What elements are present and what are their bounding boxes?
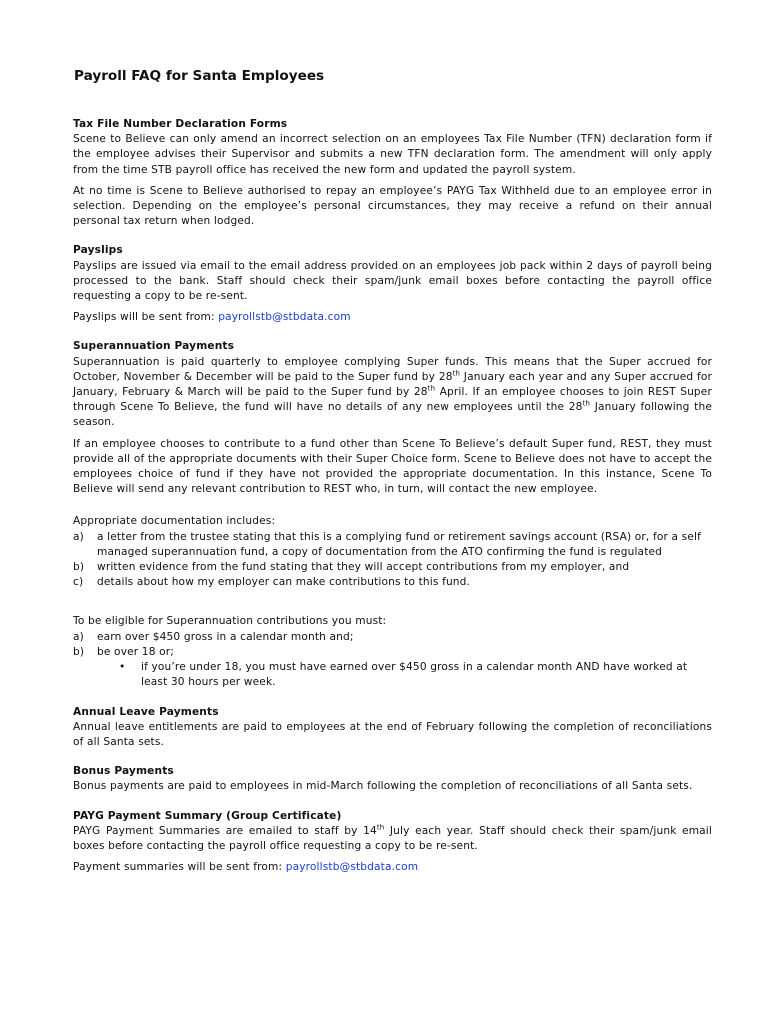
list-item [73, 530, 712, 560]
super-p1-part-a: Superannuation is paid quarterly to employee complying Super funds. This means that the Super accrued for October, November & December will be paid to the Super fund by 28 [73, 355, 712, 383]
section-payslips [73, 243, 712, 325]
section-heading-bonus: Bonus Payments [73, 765, 174, 778]
payslips-sent-from-label: Payslips will be sent from: [73, 311, 219, 324]
super-p1-part-c: April. If an employee chooses to join REST Super through Scene To Believe, the fund will have no details of any new employees until the 28 [73, 386, 712, 414]
ordinal-suffix: th [376, 823, 385, 832]
payg-email-link[interactable]: payrollstb@stbdata.com [285, 861, 419, 874]
payslips-paragraph-1: Payslips are issued via email to the email address provided on an employees job pack within 2 days of payroll being processed to the bank. Staff should check their spam/junk email boxes before contacting the payroll office requesting a copy to be re-sent. [73, 259, 712, 303]
ordinal-suffix: th [427, 384, 436, 393]
list-item-text: earn over $450 gross in a calendar month and; [97, 630, 354, 643]
section-payg [73, 809, 712, 876]
list-item-text: details about how my employer can make contributions to this fund. [97, 576, 471, 589]
list-item [73, 575, 712, 590]
list-item-text: a letter from the trustee stating that this is a complying fund or retirement savings account (RSA) or, for a self managed superannuation fund, a copy of documentation from the ATO confirming the fund is regulated [97, 530, 701, 558]
eligibility-list [73, 630, 712, 660]
list-item-text: be over 18 or; [97, 645, 174, 658]
super-paragraph-1 [73, 355, 712, 431]
section-heading-payslips: Payslips [73, 244, 123, 257]
eligibility-sub-list [73, 660, 712, 690]
list-marker: b) [73, 645, 85, 658]
list-marker: c) [73, 576, 84, 589]
bonus-paragraph: Bonus payments are paid to employees in mid-March following the completion of reconciliations of all Santa sets. [73, 780, 693, 793]
section-heading-super: Superannuation Payments [73, 340, 235, 353]
section-tfn [73, 117, 712, 229]
tfn-paragraph-1: Scene to Believe can only amend an incorrect selection on an employees Tax File Number (TFN) declaration form if the employee advises their Supervisor and submits a new TFN declaration form. The amendment will only apply from the time STB payroll office has received the new form and updated the payroll system. [73, 133, 712, 176]
payg-sent-from-label: Payment summaries will be sent from: [73, 861, 286, 874]
payg-p1-part-b: July each year. Staff should check their spam/junk email boxes before contacting the payroll office requesting a copy to be re-sent. [73, 824, 712, 852]
ordinal-suffix: th [452, 369, 461, 378]
payg-paragraph-1 [73, 824, 712, 854]
list-item-text: written evidence from the fund stating that they will accept contributions from my employer, and [97, 561, 630, 574]
list-marker: a) [73, 530, 84, 543]
section-annual-leave [73, 705, 712, 751]
docs-intro: Appropriate documentation includes: [73, 515, 276, 528]
bullet-icon: • [119, 661, 126, 674]
section-heading-annual-leave: Annual Leave Payments [73, 705, 219, 718]
payg-sent-from [73, 860, 712, 875]
list-item [73, 560, 712, 575]
list-item [73, 645, 712, 660]
eligibility-intro: To be eligible for Superannuation contributions you must: [73, 615, 387, 628]
list-item-text: if you’re under 18, you must have earned over $450 gross in a calendar month AND have worked at least 30 hours per week. [141, 661, 688, 689]
payslips-sent-from [73, 310, 712, 325]
list-marker: a) [73, 630, 84, 643]
section-super [73, 339, 712, 690]
ordinal-suffix: th [582, 399, 591, 408]
list-item [119, 660, 712, 690]
payg-p1-part-a: PAYG Payment Summaries are emailed to staff by 14 [73, 824, 377, 837]
annual-leave-paragraph: Annual leave entitlements are paid to employees at the end of February following the completion of reconciliations of all Santa sets. [73, 720, 712, 748]
tfn-paragraph-2: At no time is Scene to Believe authorised to repay an employee’s PAYG Tax Withheld due to an employee error in selection. Depending on the employee’s personal circumstances, they may receive a refund on their annual personal tax return when lodged. [73, 184, 712, 228]
payslips-email-link[interactable]: payrollstb@stbdata.com [218, 311, 351, 324]
page-title: Payroll FAQ for Santa Employees [74, 68, 325, 84]
super-paragraph-2: If an employee chooses to contribute to a fund other than Scene To Believe’s default Super fund, REST, they must provide all of the appropriate documents with their Super Choice form. Scene to Believe does not have to accept the employees choice of fund if they have not provided the appropriate documentation. In this instance, Scene To Believe will send any relevant contribution to REST who, in turn, will contact the new employee. [73, 437, 712, 496]
docs-list [73, 530, 712, 591]
super-p1-part-d: January following the season. [73, 401, 713, 429]
super-p1-part-b: January each year and any Super accrued for January, February & March will be paid to the Super fund by 28 [73, 370, 712, 399]
document-body [73, 117, 712, 889]
section-bonus [73, 764, 712, 794]
list-item [73, 630, 712, 645]
section-heading-payg: PAYG Payment Summary (Group Certificate) [73, 809, 342, 822]
list-marker: b) [73, 561, 85, 574]
section-heading-tfn: Tax File Number Declaration Forms [73, 118, 288, 130]
